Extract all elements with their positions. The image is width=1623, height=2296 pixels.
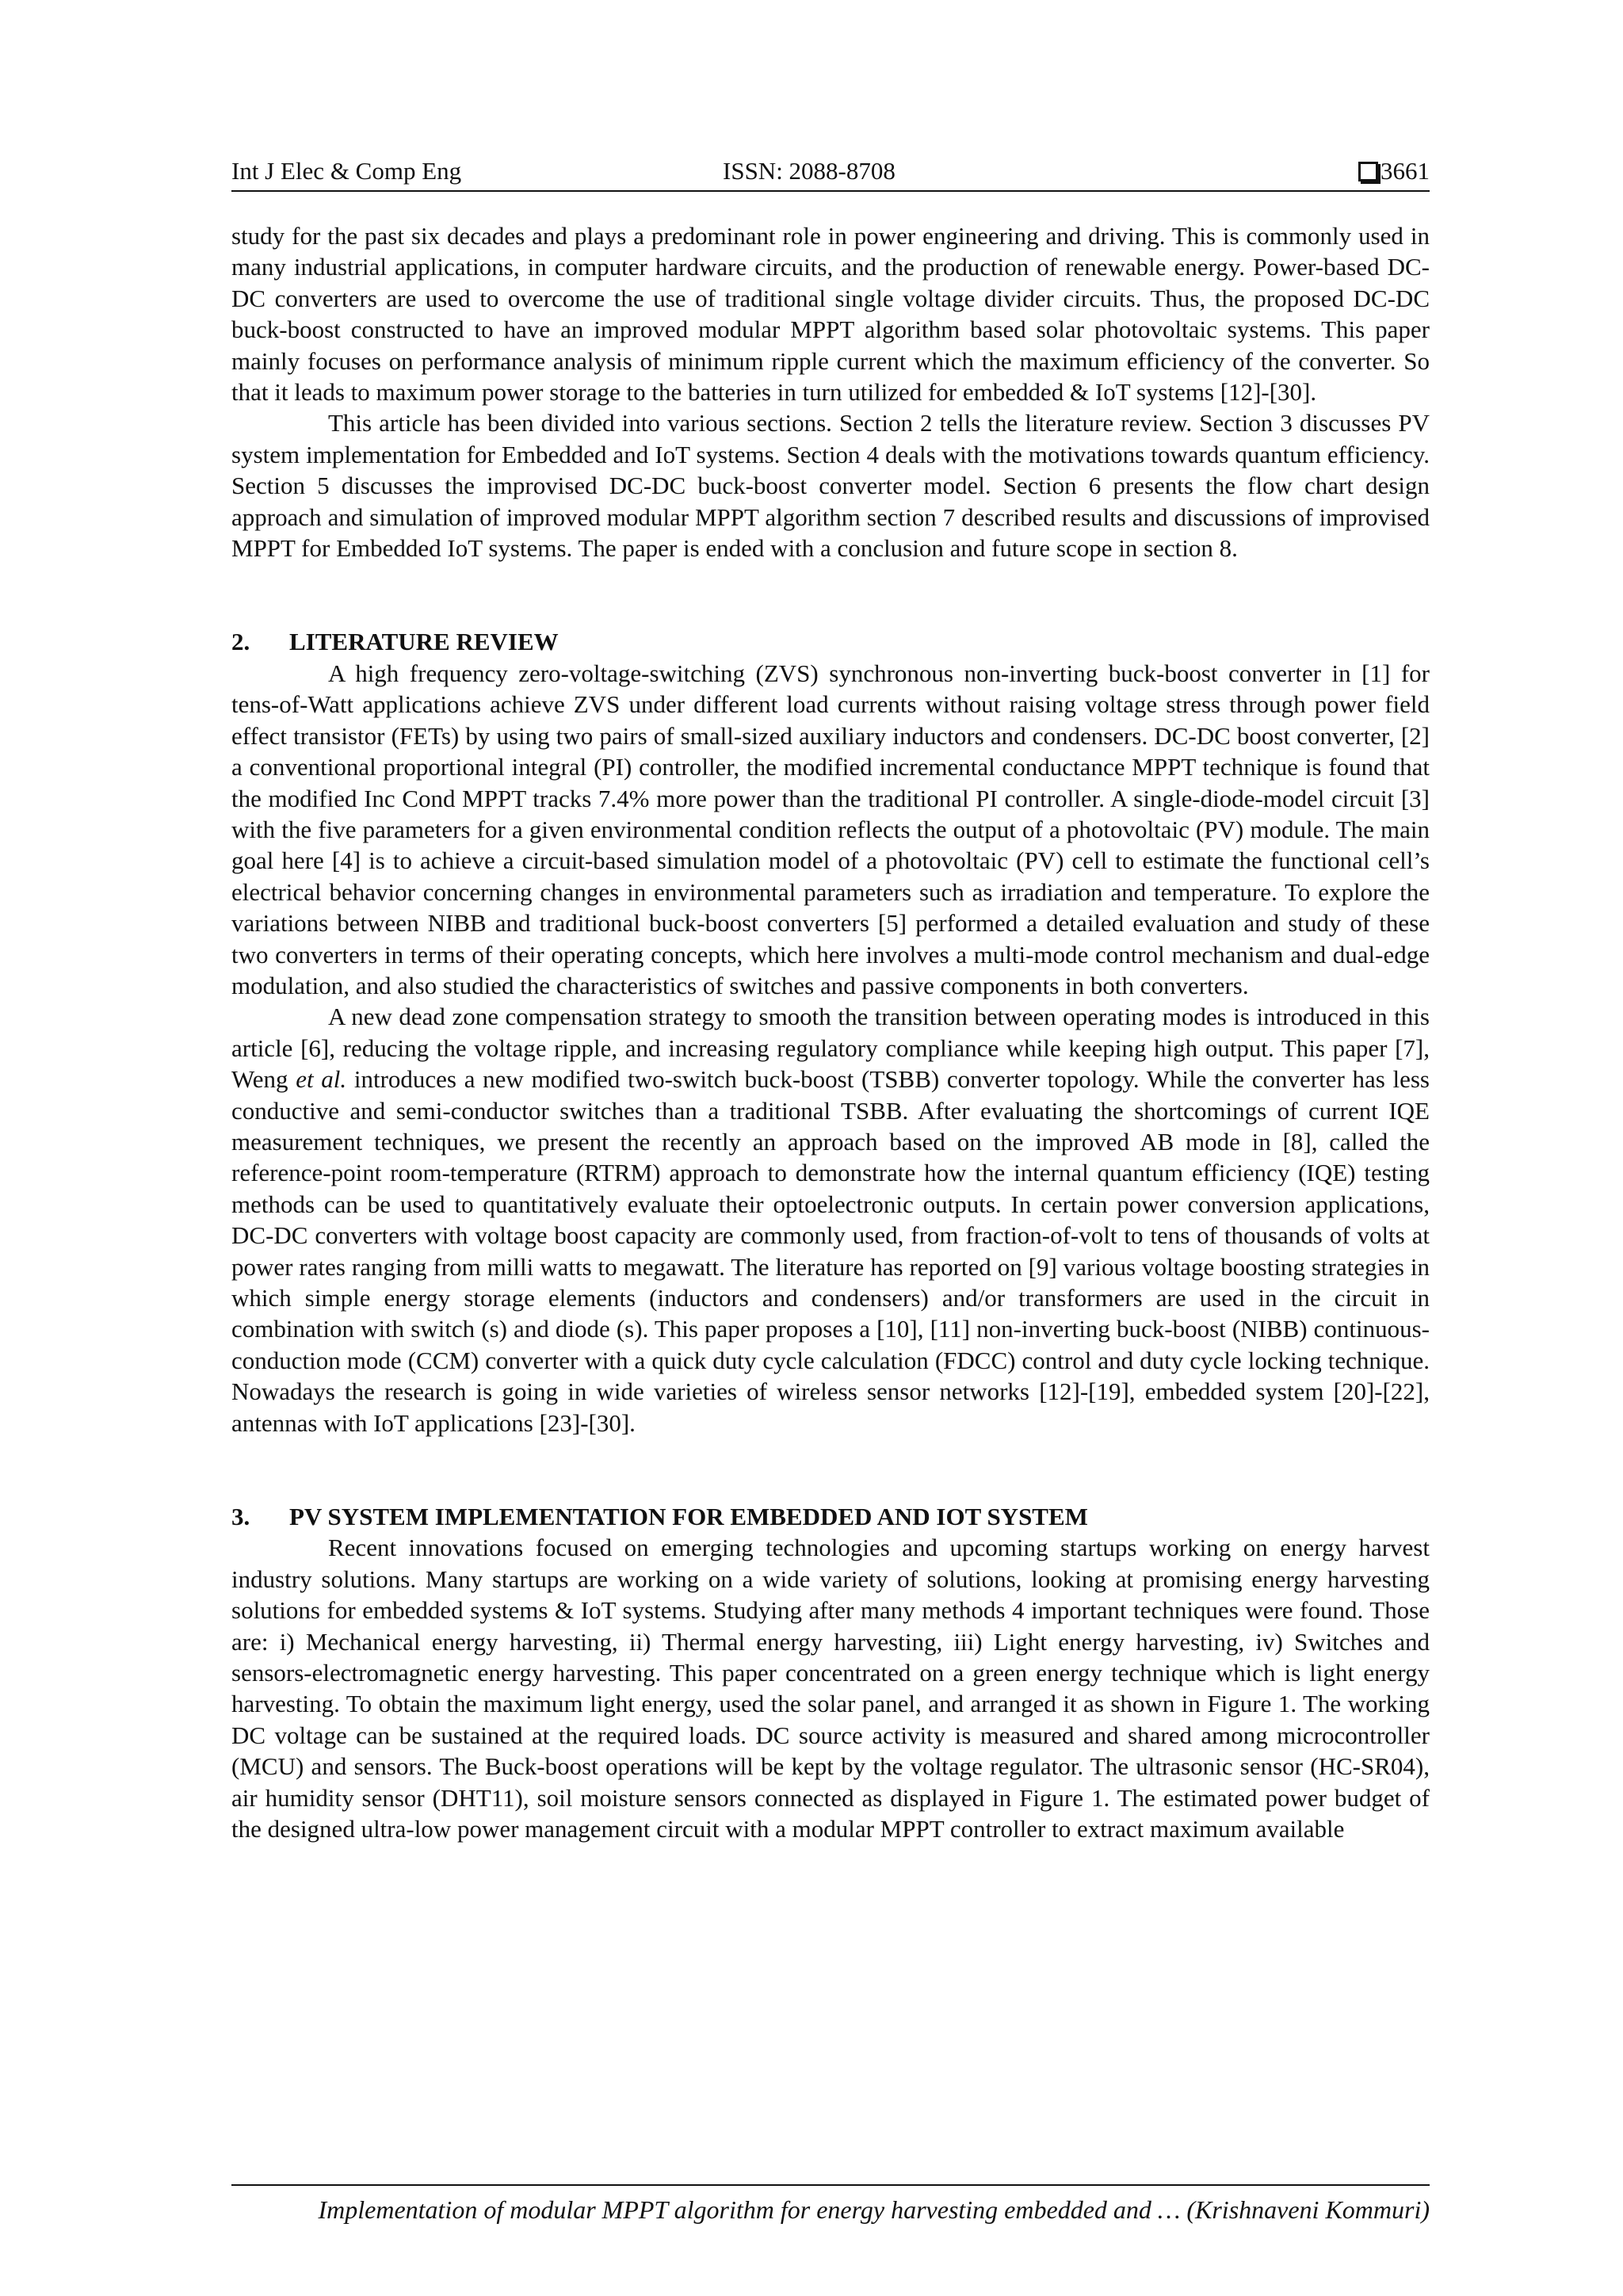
intro-paragraph-1: study for the past six decades and plays a predominant role in power engineering and driving. This is commonly used in many industrial applications, in computer hardware circuits, and the production of renewable energy. Power-based DC-DC converters are used to overcome the use of traditional single voltage divider circuits. Thus, the proposed DC-DC buck-boost constructed to have an improved modular MPPT algorithm based solar photovoltaic systems. This paper mainly focuses on performance analysis of minimum ripple current which the maximum efficiency of the converter. So that it leads to maximum power storage to the batteries in turn utilized for embedded & IoT systems [12]-[30]. — [231, 222, 1430, 407]
journal-name: Int J Elec & Comp Eng — [231, 157, 462, 185]
section-2-paragraph-1: A high frequency zero-voltage-switching (ZVS) synchronous non-inverting buck-boost converter in [1] for tens-of-Watt applications achieve ZVS under different load currents without raising voltage stress through power field effect transistor (FETs) by using two pairs of small-sized auxiliary inductors and condensers. DC-DC boost converter, [2] a conventional proportional integral (PI) controller, the modified incremental conductance MPPT technique is found that the modified Inc Cond MPPT tracks 7.4% more power than the traditional PI controller. A single-diode-model circuit [3] with the five parameters for a given environmental condition reflects the output of a photovoltaic (PV) module. The main goal here [4] is to achieve a circuit-based simulation model of a photovoltaic (PV) cell to estimate the functional cell’s electrical behavior concerning changes in environmental parameters such as irradiation and temperature. To explore the variations between NIBB and traditional buck-boost converters [5] performed a detailed evaluation and study of these two converters in terms of their operating concepts, which here involves a multi-mode control mechanism and dual-edge modulation, and also studied the characteristics of switches and passive components in both converters. — [231, 659, 1430, 999]
header-divider — [231, 190, 1430, 192]
section-3-number: 3. — [231, 1503, 250, 1531]
section-2-number: 2. — [231, 628, 250, 656]
section-3-heading — [231, 1501, 1430, 1532]
section-2-heading — [231, 626, 1430, 657]
section-spacer — [231, 563, 1430, 626]
issn: ISSN: 2088-8708 — [723, 157, 896, 185]
section-2-paragraph-2-part-a: A new dead zone compensation strategy to smooth the transition between operating modes is introduced in this article [6], reducing the voltage ripple, and increasing regulatory compliance while keeping high output. This paper [7], Weng — [231, 1003, 1430, 1094]
section-2-paragraph-2 — [231, 1001, 1430, 1438]
footer-divider — [231, 2184, 1430, 2186]
running-footer: Implementation of modular MPPT algorithm for energy harvesting embedded and … (Krishnaveni Kommuri) — [318, 2195, 1430, 2224]
page-number: 3661 — [1381, 157, 1430, 185]
section-2-paragraph-2-part-b: introduces a new modified two-switch buck-boost (TSBB) converter topology. While the converter has less conductive and semi-conductor switches than a traditional TSBB. After evaluating the shortcomings of current IQE measurement techniques, we present the recently an approach based on the improved AB mode in [8], called the reference-point room-temperature (RTRM) approach to demonstrate how the internal quantum efficiency (IQE) testing methods can be used to quantitatively evaluate their optoelectronic outputs. In certain power conversion applications, DC-DC converters with voltage boost capacity are commonly used, from fraction-of-volt to tens of thousands of volts at power rates ranging from milli watts to megawatt. The literature has reported on [9] various voltage boosting strategies in which simple energy storage elements (inductors and condensers) and/or transformers are used in the circuit in combination with switch (s) and diode (s). This paper proposes a [10], [11] non-inverting buck-boost (NIBB) continuous-conduction mode (CCM) converter with a quick duty cycle calculation (FDCC) control and duty cycle locking technique. Nowadays the research is going in wide varieties of wireless sensor networks [12]-[19], embedded system [20]-[22], antennas with IoT applications [23]-[30]. — [231, 1065, 1430, 1437]
section-3-title: PV SYSTEM IMPLEMENTATION FOR EMBEDDED AND IOT SYSTEM — [289, 1503, 1088, 1531]
body-text — [231, 220, 1430, 1845]
et-al-citation: et al. — [296, 1065, 347, 1094]
section-3-paragraph-1: Recent innovations focused on emerging technologies and upcoming startups working on energy harvest industry solutions. Many startups are working on a wide variety of solutions, looking at promising energy harvesting solutions for embedded systems & IoT systems. Studying after many methods 4 important techniques were found. Those are: i) Mechanical energy harvesting, ii) Thermal energy harvesting, iii) Light energy harvesting, iv) Switches and sensors-electromagnetic energy harvesting. This paper concentrated on a green energy technique which is light energy harvesting. To obtain the maximum light energy, used the solar panel, and arranged it as shown in Figure 1. The working DC voltage can be sustained at the required loads. DC source activity is measured and shared among microcontroller (MCU) and sensors. The Buck-boost operations will be kept by the voltage regulator. The ultrasonic sensor (HC-SR04), air humidity sensor (DHT11), soil moisture sensors connected as displayed in Figure 1. The estimated power budget of the designed ultra-low power management circuit with a modular MPPT controller to extract maximum available — [231, 1534, 1430, 1843]
intro-paragraph-2: This article has been divided into various sections. Section 2 tells the literature review. Section 3 discusses PV system implementation for Embedded and IoT systems. Section 4 deals with the motivations towards quantum efficiency. Section 5 discusses the improvised DC-DC buck-boost converter model. Section 6 presents the flow chart design approach and simulation of improved modular MPPT algorithm section 7 described results and discussions of improvised MPPT for Embedded IoT systems. The paper is ended with a conclusion and future scope in section 8. — [231, 409, 1430, 563]
section-spacer — [231, 1438, 1430, 1501]
section-2-title: LITERATURE REVIEW — [289, 628, 559, 656]
page-header — [231, 155, 1430, 190]
checkbox-square-icon — [1358, 162, 1378, 181]
